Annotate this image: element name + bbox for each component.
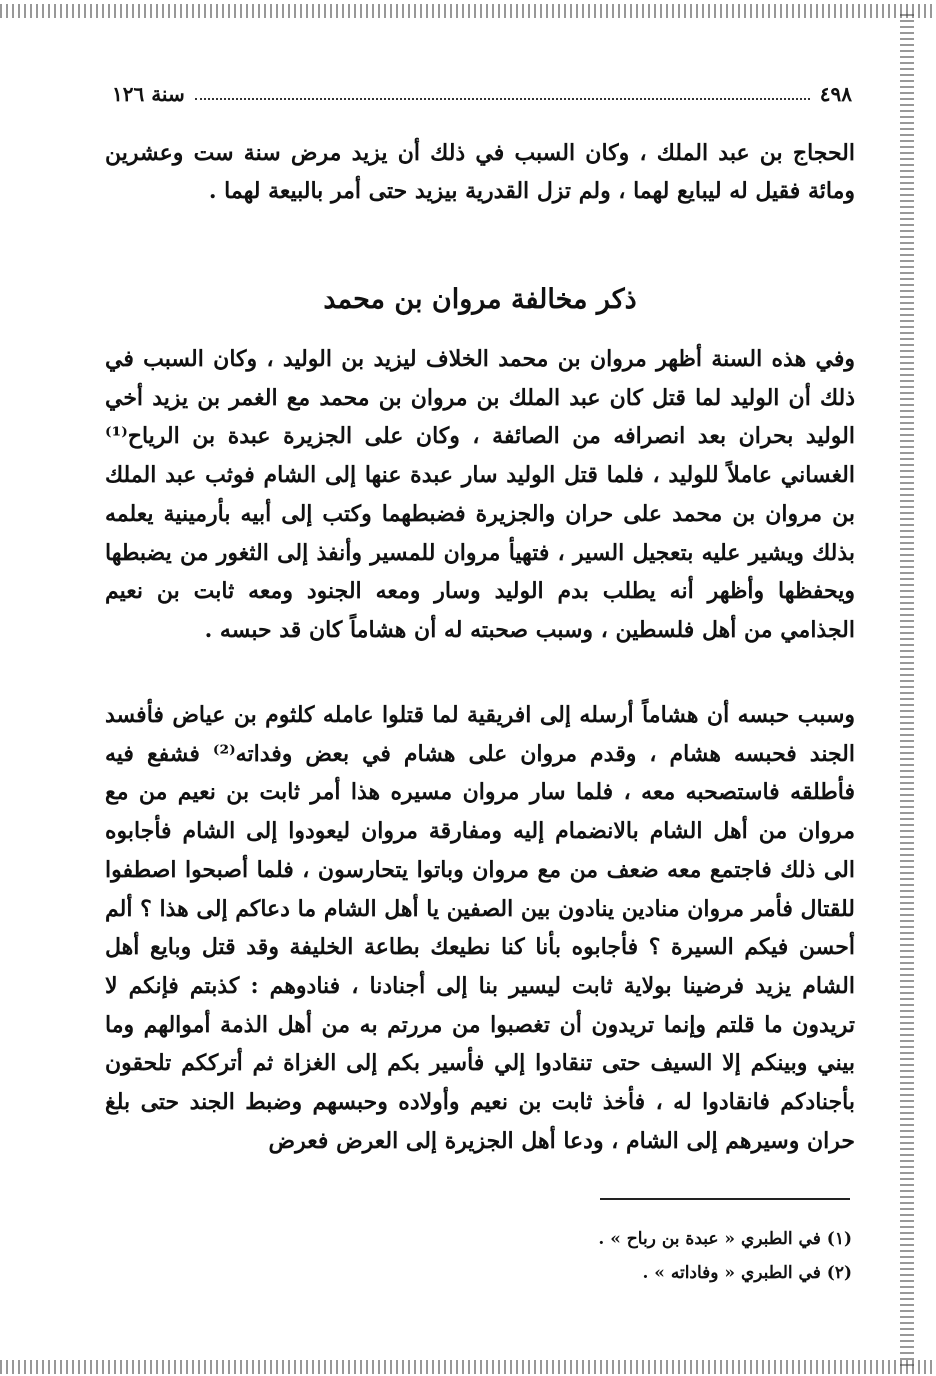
footnote-separator [600, 1198, 850, 1200]
running-header [112, 76, 852, 106]
section-title: ذكر مخالفة مروان بن محمد [323, 284, 637, 315]
footnotes [460, 1222, 852, 1290]
body-paragraph-1: وفي هذه السنة أظهر مروان بن محمد الخلاف ليزيد بن الوليد ، وكان السبب في ذلك أن الوليد لما قتل كان عبد الملك بن مروان بن محمد مع الغمر بن يزيد أخي الوليد بحران بعد انصرافه من الصائفة ، وكان على الجزيرة عبدة بن الرياح⁽¹⁾ الغساني عاملاً للوليد ، فلما قتل الوليد سار عبدة عنها إلى الشام فوثب عبد الملك بن مروان بن محمد على حران والجزيرة فضبطهما وكتب إلى أبيه بأرمينية يعلمه بذلك ويشير عليه بتعجيل السير ، فتهيأ مروان للمسير وأنفذ إلى الثغور من يضبطها ويحفظها وأظهر أنه يطلب بدم الوليد وسار ومعه الجنود ومعه ثابت بن نعيم الجذامي من أهل فلسطين ، وسبب صحبته له أن هشاماً كان قد حبسه . [105, 346, 855, 643]
footnote-1: (١) في الطبري « عبدة بن رباح » . [598, 1229, 852, 1249]
body-paragraph-2: وسبب حبسه أن هشاماً أرسله إلى افريقية لما قتلوا عامله كلثوم بن عياض فأفسد الجند فحبسه هشام ، وقدم مروان على هشام في بعض وفداته⁽²⁾ فشفع فيه فأطلقه فاستصحبه معه ، فلما سار مروان مسيره هذا أمر ثابت بن نعيم من مع مروان من أهل الشام بالانضمام إليه ومفارقة مروان ليعودوا إلى الشام فأجابوه الى ذلك فاجتمع معه ضعف من مع مروان وباتوا يتحارسون ، فلما أصبحوا اصطفوا للقتال فأمر مروان منادين ينادون بين الصفين يا أهل الشام ما دعاكم إلى هذا ؟ ألم أحسن فيكم السيرة ؟ فأجابوه بأنا كنا نطيعك بطاعة الخليفة وقد قتل وبايع أهل الشام يزيد فرضينا بولاية ثابت ليسير بنا إلى أجنادنا ، فنادوهم : كذبتم فإنكم لا تريدون ما قلتم وإنما تريدون أن تغصبوا من مررتم به من أهل الذمة أموالهم وما بيني وبينكم إلا السيف حتى تنقادوا إلي فأسير بكم إلى الغزاة ثم أترككم تلحقون بأجنادكم فانقادوا له ، فأخذ ثابت بن نعيم وأولاده وحبسهم وضبط الجند حتى بلغ حران وسيرهم إلى الشام ، ودعا أهل الجزيرة إلى العرض فعرض [105, 702, 855, 1154]
footnote-2: (٢) في الطبري « وفاداته » . [642, 1263, 852, 1283]
header-dotted-leader [195, 98, 810, 100]
opening-paragraph: الحجاج بن عبد الملك ، وكان السبب في ذلك أن يزيد مرض سنة ست وعشرين ومائة فقيل له ليبايع لهما ، ولم تزل القدرية بيزيد حتى أمر بالبيعة لهما . [105, 140, 855, 204]
page-number: ٤٩٨ [819, 82, 852, 106]
year-label: سنة ١٢٦ [112, 82, 185, 106]
